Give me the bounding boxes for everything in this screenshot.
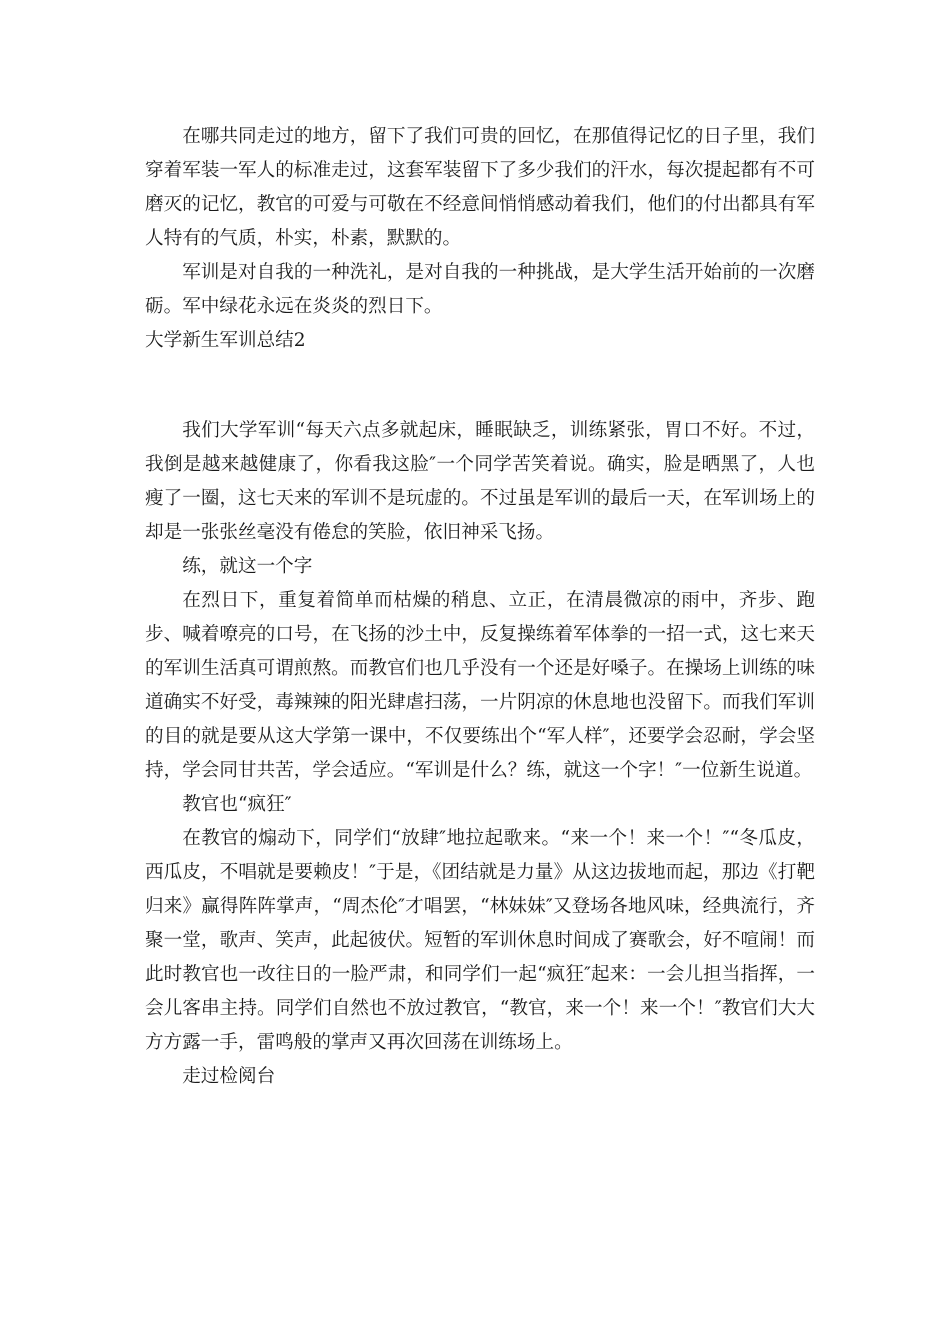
paragraph-baptism: 军训是对自我的一种洗礼，是对自我的一种挑战，是大学生活开始前的一次磨砺。军中绿花永远在炎炎的烈日下。 [145,262,815,317]
subtitle-training: 练，就这一个字 [182,556,313,577]
paragraph-training: 在烈日下，重复着简单而枯燥的稍息、立正，在清晨微凉的雨中，齐步、跑步、喊着嘹亮的口号，在飞扬的沙土中，反复操练着军体拳的一招一式，这七来天的军训生活真可谓煎熬。而教官们也几乎没有一个还是好嗓子。在操场上训练的味道确实不好受，毒辣辣的阳光肆虐扫荡，一片阴凉的休息地也没留下。而我们军训的目的就是要从这大学第一课中，不仅要练出个“军人样″，还要学会忍耐，学会坚持，学会同甘共苦，学会适应。“军训是什么？练，就这一个字！″一位新生说道。 [145,590,815,781]
paragraph-instructor: 在教官的煽动下，同学们“放肆″地拉起歌来。“来一个！来一个！″“冬瓜皮，西瓜皮，不唱就是要赖皮！″于是，《团结就是力量》从这边拔地而起，那边《打靶归来》赢得阵阵掌声，“周杰伦″才唱罢，“林妹妹″又登场各地风味，经典流行，齐聚一堂，歌声、笑声，此起彼伏。短暂的军训休息时间成了赛歌会，好不喧闹！而此时教官也一改往日的一脸严肃，和同学们一起“疯狂″起来：一会儿担当指挥，一会儿客串主持。同学们自然也不放过教官，“教官，来一个！来一个！″教官们大大方方露一手，雷鸣般的掌声又再次回荡在训练场上。 [145,828,815,1053]
document-page [145,120,815,1094]
paragraph-memories: 在哪共同走过的地方，留下了我们可贵的回忆，在那值得记忆的日子里，我们穿着军装一军人的标准走过，这套军装留下了多少我们的汗水，每次提起都有不可磨灭的记忆，教官的可爱与可敬在不经意间悄悄感动着我们，他们的付出都具有军人特有的气质，朴实，朴素，默默的。 [145,126,815,249]
subtitle-instructor: 教官也“疯狂″ [182,794,292,815]
section-heading: 大学新生军训总结2 [145,330,306,351]
blank-gap [145,358,815,414]
paragraph-intro: 我们大学军训“每天六点多就起床，睡眠缺乏，训练紧张，胃口不好。不过，我倒是越来越健康了，你看我这脸″一个同学苦笑着说。确实，脸是晒黑了，人也瘦了一圈，这七天来的军训不是玩虚的。不过虽是军训的最后一天，在军训场上的却是一张张丝毫没有倦怠的笑脸，依旧神采飞扬。 [145,420,815,543]
subtitle-review-stand: 走过检阅台 [182,1066,276,1087]
